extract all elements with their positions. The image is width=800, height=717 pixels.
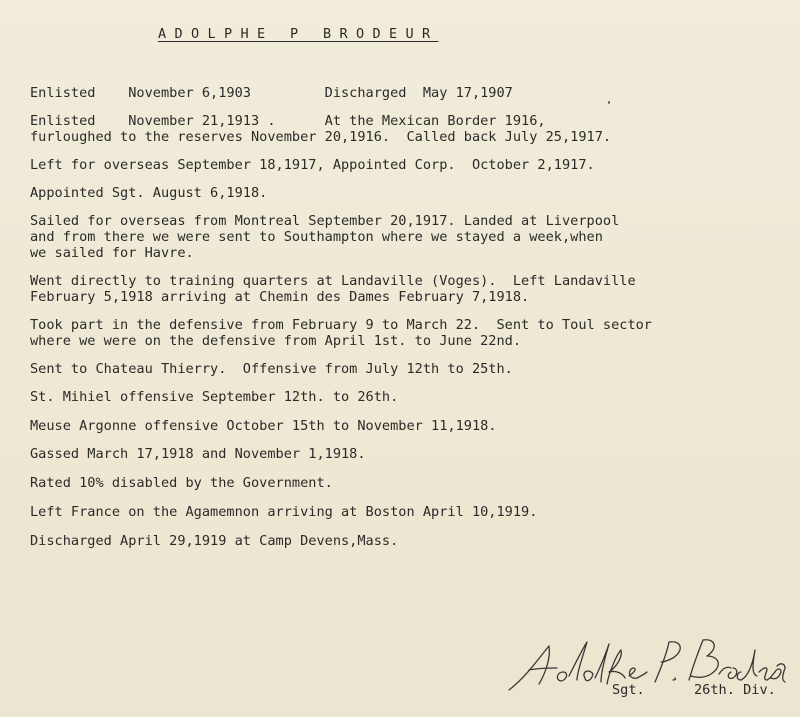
record-line: February 5,1918 arriving at Chemin des Dames February 7,1918.	[30, 289, 530, 305]
record-line: Took part in the defensive from February 9 to March 22. Sent to Toul sector	[30, 317, 652, 333]
record-line: Went directly to training quarters at Landaville (Voges). Left Landaville	[30, 273, 636, 289]
record-line: Enlisted November 6,1903 Discharged May 17,1907	[30, 85, 513, 101]
record-line: Rated 10% disabled by the Government.	[30, 475, 333, 491]
document-title: ADOLPHE P BRODEUR	[158, 26, 439, 42]
signature-division: 26th. Div.	[694, 682, 776, 698]
record-line: St. Mihiel offensive September 12th. to 26th.	[30, 389, 399, 405]
signature-rank: Sgt.	[612, 682, 645, 698]
paper-mark	[608, 101, 610, 104]
record-line: Enlisted November 21,1913 . At the Mexican Border 1916,	[30, 113, 546, 129]
record-line: and from there we were sent to Southampton where we stayed a week,when	[30, 229, 603, 245]
record-line: furloughed to the reserves November 20,1916. Called back July 25,1917.	[30, 129, 612, 145]
record-line: Left for overseas September 18,1917, Appointed Corp. October 2,1917.	[30, 157, 595, 173]
record-line: Left France on the Agamemnon arriving at Boston April 10,1919.	[30, 504, 538, 520]
record-line: Gassed March 17,1918 and November 1,1918.	[30, 446, 366, 462]
record-line: we sailed for Havre.	[30, 245, 194, 261]
record-line: Appointed Sgt. August 6,1918.	[30, 185, 268, 201]
record-line: where we were on the defensive from April 1st. to June 22nd.	[30, 333, 522, 349]
record-line: Sailed for overseas from Montreal September 20,1917. Landed at Liverpool	[30, 213, 620, 229]
record-line: Meuse Argonne offensive October 15th to November 11,1918.	[30, 418, 497, 434]
record-line: Sent to Chateau Thierry. Offensive from July 12th to 25th.	[30, 361, 513, 377]
record-line: Discharged April 29,1919 at Camp Devens,Mass.	[30, 533, 399, 549]
